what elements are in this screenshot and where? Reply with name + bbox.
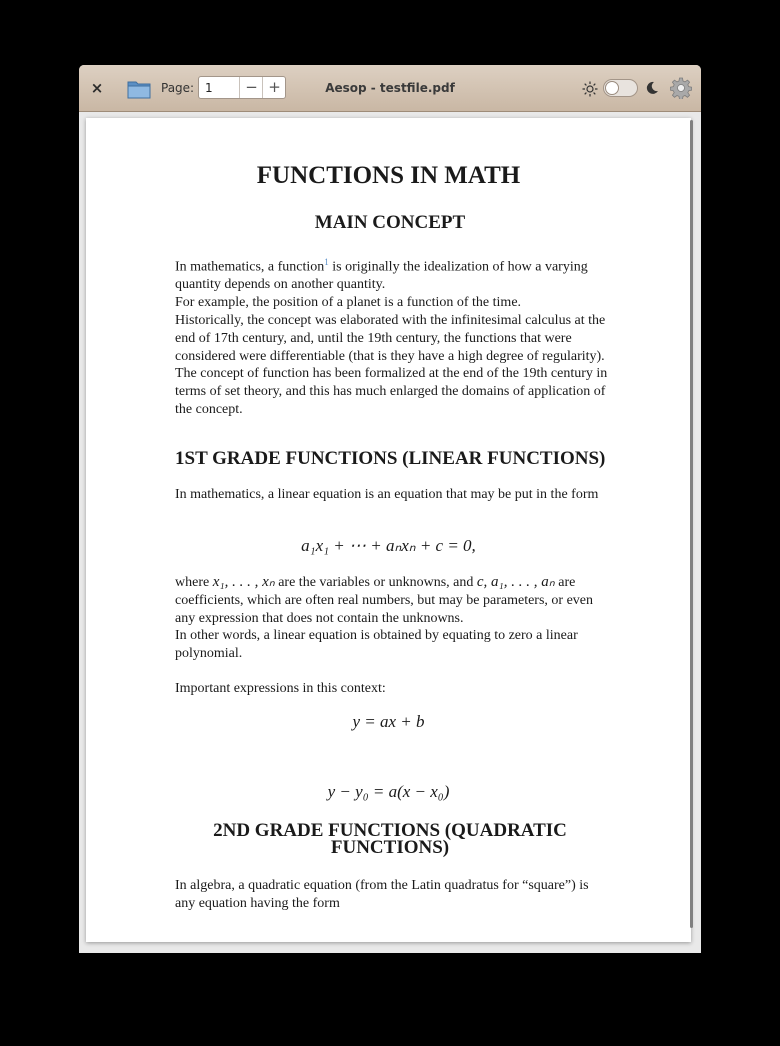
paragraph-quadratic-intro: In algebra, a quadratic equation (from the Latin quadratus for “square”) is any equation having the form [175,878,589,911]
heading-quadratic-functions: 2ND GRADE FUNCTIONS (QUADRATIC FUNCTIONS) [213,820,567,858]
document-viewer [79,112,701,953]
toggle-knob [605,81,619,95]
heading-linear-functions: 1ST GRADE FUNCTIONS (LINEAR FUNCTIONS) [175,448,606,469]
document-title: FUNCTIONS IN MATH [256,162,521,189]
page-stepper [198,76,286,99]
window-title: Aesop - testfile.pdf [325,81,455,95]
math-coefficients: c, a₁, . . . , aₙ [476,574,555,590]
dark-mode-toggle[interactable] [603,79,638,97]
paragraph-important-expressions: Important expressions in this context: [175,681,386,696]
text-fragment: where [175,575,213,590]
text-fragment: In mathematics, a function [175,259,325,275]
moon-icon [645,81,659,95]
text-fragment: are coefficients, which are often real numbers, but may be parameters, or even any expression that does not contain the unknowns. [175,575,594,626]
equation-slope-intercept: y = ax + b [352,712,425,731]
text-fragment: are the variables or unknowns, and [274,575,477,590]
vertical-scrollbar[interactable] [690,120,693,928]
page-number-input[interactable] [199,77,239,98]
page-increment-button[interactable]: + [262,77,286,98]
app-window [79,65,701,953]
paragraph-linear-intro: In mathematics, a linear equation is an equation that may be put in the form [175,487,599,502]
equation-point-slope: y − y₀ = a(x − x₀) [327,782,450,801]
footnote-link[interactable]: 1 [324,257,329,267]
sun-icon [582,81,598,97]
text-line: For example, the position of a planet is a function of the time. [175,295,522,311]
folder-icon[interactable] [127,79,151,99]
pdf-page [86,118,691,942]
gear-icon[interactable] [670,77,692,99]
close-button[interactable]: × [90,79,104,97]
heading-main-concept: MAIN CONCEPT [314,212,466,233]
text-fragment: is originally the idealization of how a varying quantity depends on another quantity. [175,259,588,293]
page-decrement-button[interactable]: − [239,77,263,98]
math-variables: x₁, . . . , xₙ [212,574,275,590]
header-bar [79,65,701,112]
page-label: Page: [161,81,195,95]
text-line: Historically, the concept was elaborated with the infinitesimal calculus at the end of 17th century, and, until the 19th century, the functions that were considered were differentiable (that is they have a high degree of regularity). [175,313,606,364]
paragraph-linear-where [175,574,610,663]
equation-linear-form: a₁x₁ + ⋯ + aₙxₙ + c = 0, [301,536,476,555]
text-line: In other words, a linear equation is obtained by equating to zero a linear polynomial. [175,628,578,662]
text-line: The concept of function has been formalized at the end of the 19th century in terms of set theory, and this has much enlarged the domains of application of the concept. [175,366,608,418]
paragraph-main-concept [175,254,610,419]
